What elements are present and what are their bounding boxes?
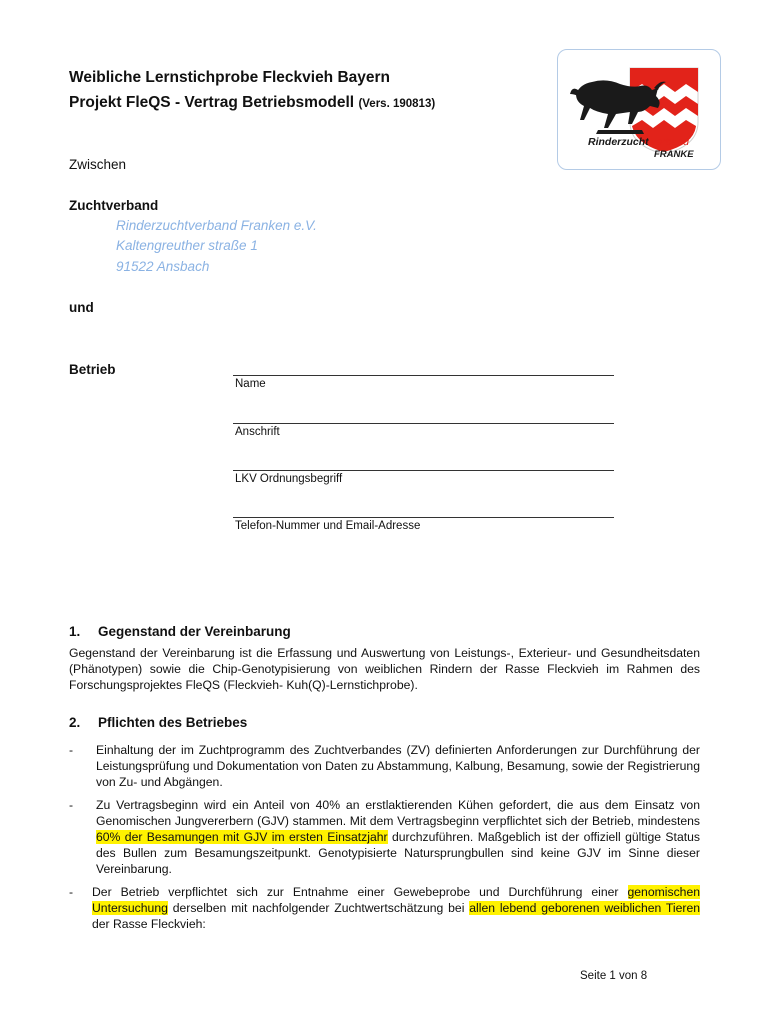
svg-text:Rinderzucht: Rinderzucht <box>588 136 649 148</box>
address-field-line[interactable] <box>233 423 614 424</box>
bullet-text: Der Betrieb verpflichtet sich zur Entnahme einer Gewebeprobe und Durchführung einer genomischen Untersuchung derselben mit nachfolgender Zuchtwertschätzung bei allen lebend geborenen weiblichen Tieren der Rasse Fleckvieh: <box>92 885 700 931</box>
association-street: Kaltengreuther straße 1 <box>116 238 258 253</box>
association-label: Zuchtverband <box>69 198 159 213</box>
document-title-line2 <box>69 94 435 112</box>
section2-title: Pflichten des Betriebes <box>98 715 248 730</box>
highlight-gjv-quota: 60% der Besamungen mit GJV im ersten Einsatzjahr <box>96 830 388 844</box>
bullet-item-1 <box>69 742 700 792</box>
bullet-item-3 <box>69 884 700 934</box>
association-logo <box>557 49 721 170</box>
address-field-label: Anschrift <box>235 426 280 438</box>
section2-heading <box>69 715 247 730</box>
bull-emblem-icon <box>558 50 720 169</box>
page-number: Seite 1 von 8 <box>580 970 648 982</box>
highlight-genomic-test: genomischen Untersuchung <box>92 885 700 915</box>
bullet-marker: - <box>69 743 74 757</box>
svg-text:verband: verband <box>651 136 689 148</box>
name-field-line[interactable] <box>233 375 614 376</box>
section2-number: 2. <box>69 715 81 730</box>
svg-text:FRANKE: FRANKE <box>654 149 694 160</box>
section1-number: 1. <box>69 624 81 639</box>
farm-label: Betrieb <box>69 362 116 377</box>
bullet-marker: - <box>69 885 74 899</box>
name-field-label: Name <box>235 378 266 390</box>
title-text: Projekt FleQS - Vertrag Betriebsmodell <box>69 94 355 111</box>
and-label: und <box>69 300 94 315</box>
lkv-field-label: LKV Ordnungsbegriff <box>235 473 343 485</box>
highlight-all-female: allen lebend geborenen weiblichen Tieren <box>469 901 700 915</box>
section1-title: Gegenstand der Vereinbarung <box>98 624 291 639</box>
between-label: Zwischen <box>69 157 127 172</box>
bullet-text: Einhaltung der im Zuchtprogramm des Zuchtverbandes (ZV) definierten Anforderungen zur Durchführung der Leistungsprüfung und Dokumentation von Daten zu Abstammung, Kalbung, Besamung, sowie der Registrierung von Zu- und Abgängen. <box>96 743 700 789</box>
version-label: (Vers. 190813) <box>358 98 436 110</box>
bullet-marker: - <box>69 798 74 812</box>
contact-field-line[interactable] <box>233 517 614 518</box>
contact-field-label: Telefon-Nummer und Email-Adresse <box>235 520 421 532</box>
document-title-line1: Weibliche Lernstichprobe Fleckvieh Bayern <box>69 69 391 86</box>
bullet-item-2 <box>69 797 700 877</box>
section1-heading <box>69 624 291 639</box>
association-name: Rinderzuchtverband Franken e.V. <box>116 218 317 233</box>
association-city: 91522 Ansbach <box>116 259 210 274</box>
section1-body: Gegenstand der Vereinbarung ist die Erfassung und Auswertung von Leistungs-, Exterieur- und Gesundheitsdaten (Phänotypen) sowie die Chip-Genotypisierung von weiblichen Rindern der Rasse Fleckvieh im Rahmen des Forschungsprojektes FleQS (Fleckvieh- Kuh(Q)-Lernstichprobe). <box>69 646 700 692</box>
bullet-text: Zu Vertragsbeginn wird ein Anteil von 40% an erstlaktierenden Kühen gefordert, die aus dem Einsatz von Genomischen Jungvererbern (GJV) stammen. Mit dem Vertragsbeginn verpflichtet sich der Betrieb, mindestens 60% der Besamungen mit GJV im ersten Einsatzjahr durchzuführen. Maßgeblich ist der offiziell gültige Status des Bullen zum Besamungszeitpunkt. Genotypisierte Natursprungbullen sind keine GJV im Sinne dieser Vereinbarung. <box>96 798 700 876</box>
lkv-field-line[interactable] <box>233 470 614 471</box>
